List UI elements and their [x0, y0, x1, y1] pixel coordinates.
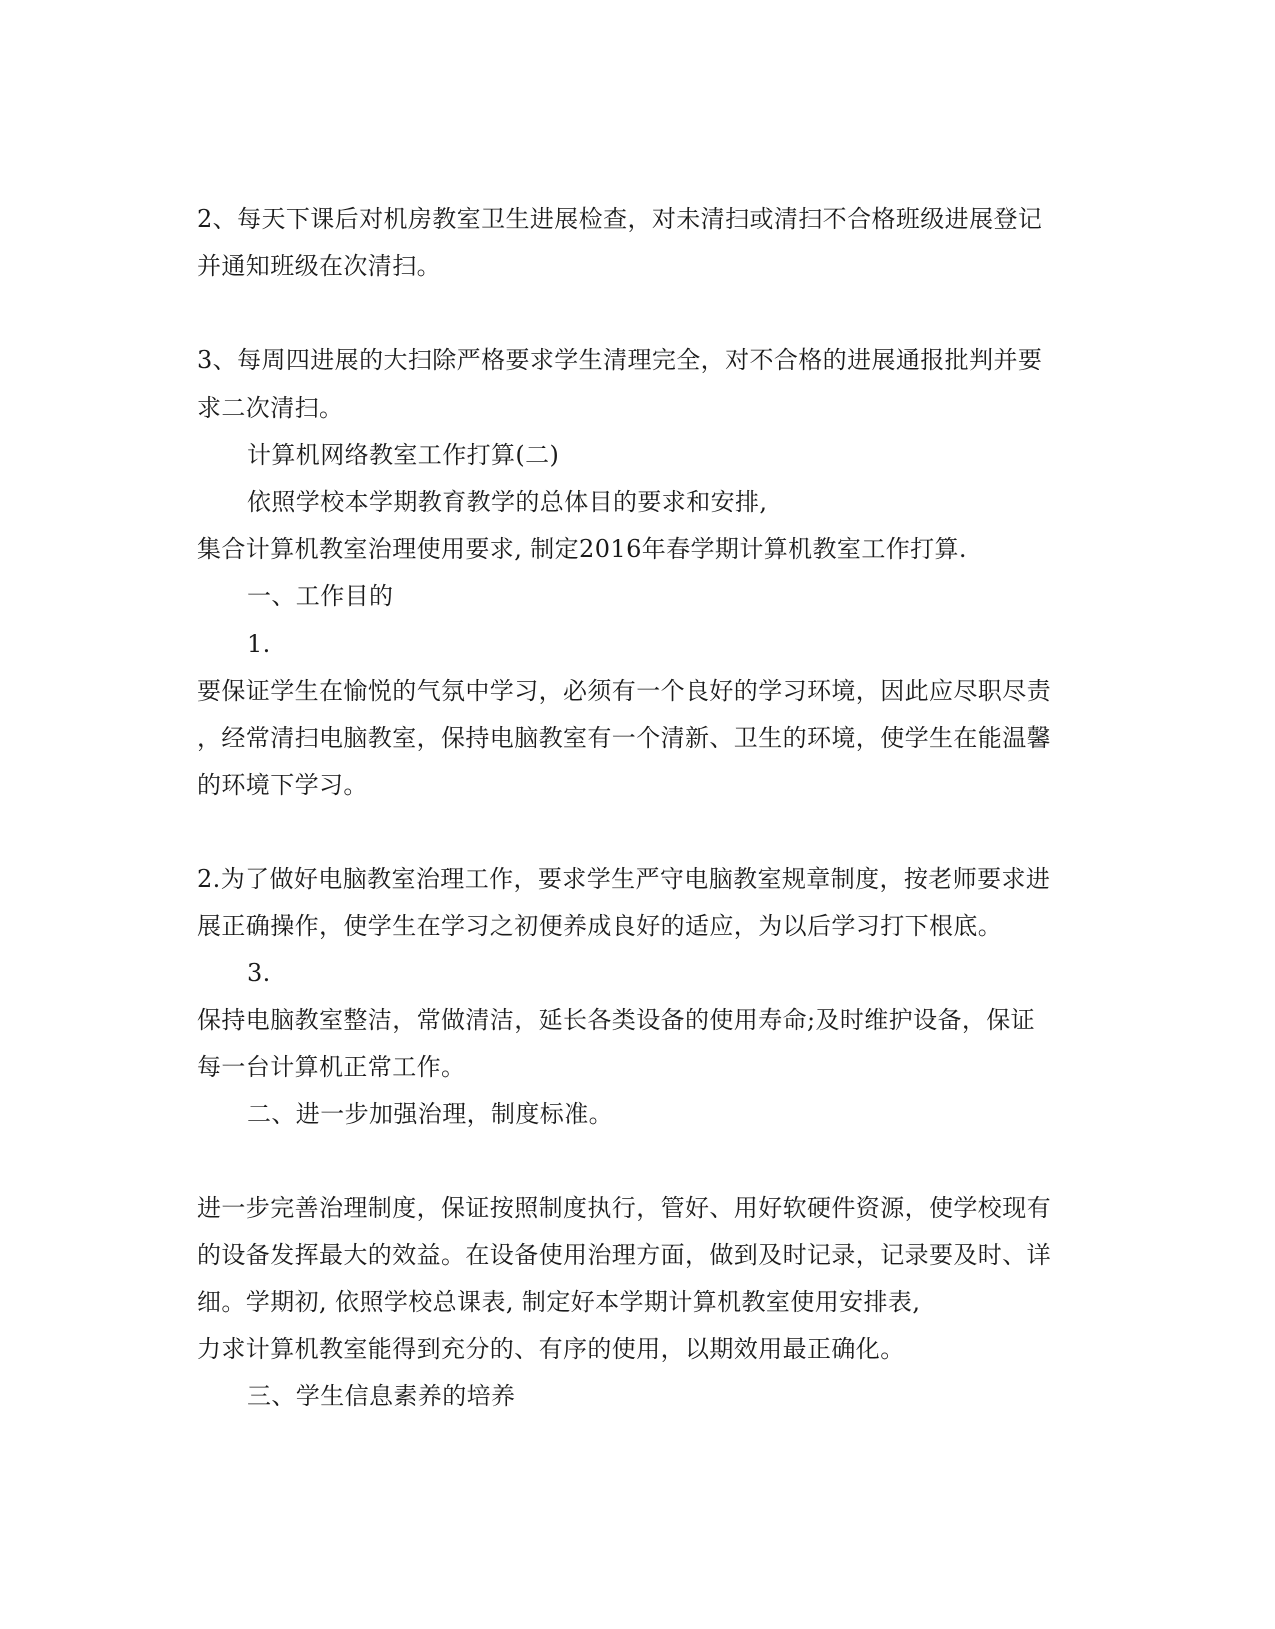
- text-line: 的设备发挥最大的效益。在设备使用治理方面，做到及时记录，记录要及时、详: [197, 1241, 1051, 1269]
- list-number: 3.: [247, 959, 271, 987]
- section-heading: 一、工作目的: [247, 582, 394, 610]
- text-line: 求二次清扫。: [197, 394, 344, 422]
- text-line: 集合计算机教室治理使用要求, 制定2016年春学期计算机教室工作打算.: [197, 535, 967, 563]
- text-line: 2.为了做好电脑教室治理工作，要求学生严守电脑教室规章制度，按老师要求进: [197, 865, 1051, 893]
- text-line: 依照学校本学期教育教学的总体目的要求和安排,: [247, 488, 768, 516]
- section-heading: 计算机网络教室工作打算(二): [247, 441, 560, 469]
- text-line: 细。学期初, 依照学校总课表, 制定好本学期计算机教室使用安排表,: [197, 1288, 921, 1316]
- section-heading: 三、学生信息素养的培养: [247, 1382, 516, 1410]
- text-line: 的环境下学习。: [197, 771, 368, 799]
- text-line: 力求计算机教室能得到充分的、有序的使用，以期效用最正确化。: [197, 1335, 905, 1363]
- text-line: 保持电脑教室整洁，常做清洁，延长各类设备的使用寿命;及时维护设备，保证: [197, 1006, 1036, 1034]
- text-line: 2、每天下课后对机房教室卫生进展检查，对未清扫或清扫不合格班级进展登记: [197, 205, 1043, 233]
- section-heading: 二、进一步加强治理，制度标准。: [247, 1100, 613, 1128]
- text-line: 并通知班级在次清扫。: [197, 252, 441, 280]
- text-line: 每一台计算机正常工作。: [197, 1053, 466, 1081]
- text-line: ，经常清扫电脑教室，保持电脑教室有一个清新、卫生的环境，使学生在能温馨: [197, 724, 1051, 752]
- text-line: 进一步完善治理制度，保证按照制度执行，管好、用好软硬件资源，使学校现有: [197, 1194, 1051, 1222]
- text-line: 展正确操作，使学生在学习之初便养成良好的适应，为以后学习打下根底。: [197, 912, 1003, 940]
- text-line: 3、每周四进展的大扫除严格要求学生清理完全，对不合格的进展通报批判并要: [197, 346, 1043, 374]
- text-line: 要保证学生在愉悦的气氛中学习，必须有一个良好的学习环境，因此应尽职尽责: [197, 677, 1051, 705]
- list-number: 1.: [247, 630, 271, 658]
